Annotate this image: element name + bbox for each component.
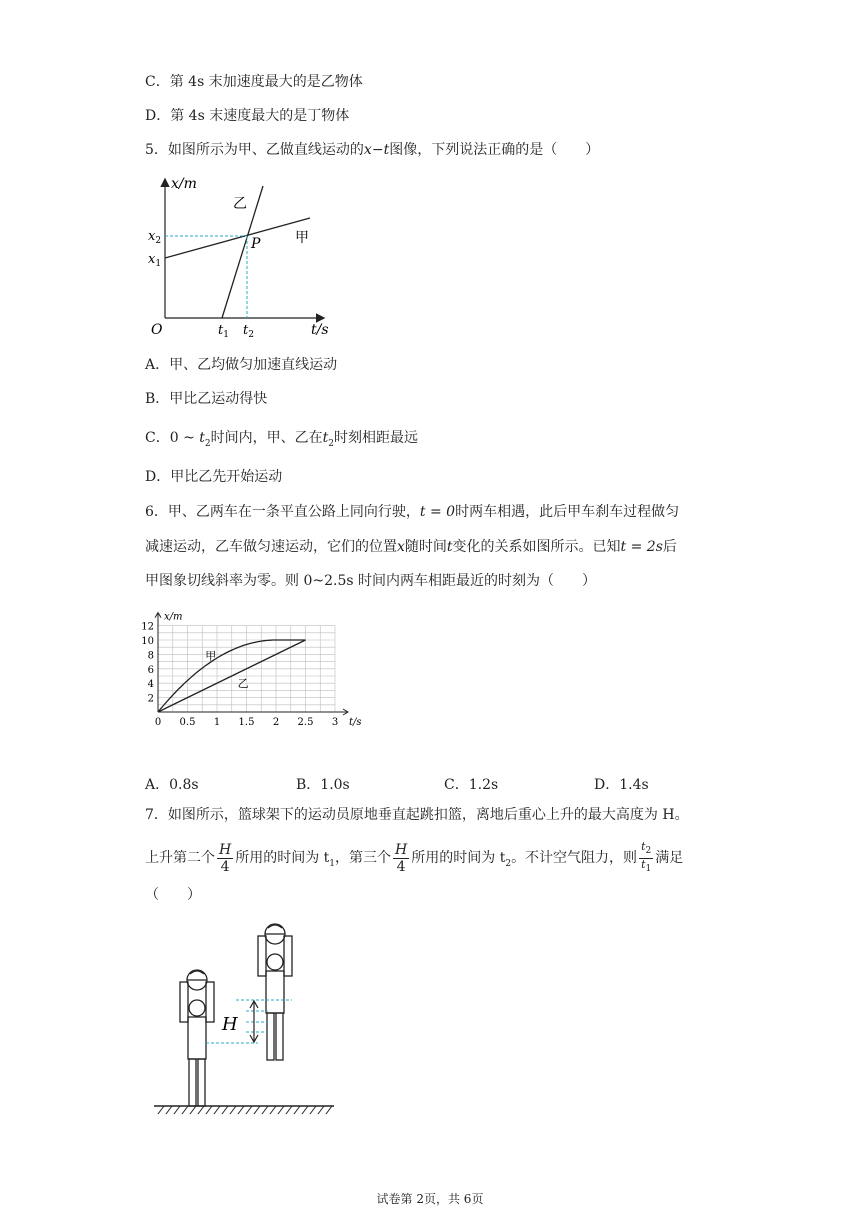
- q5-option-b: B．甲比乙运动得快: [145, 391, 268, 407]
- q5-y-label: x/m: [171, 176, 197, 192]
- q7-l2-f: 满足: [655, 850, 684, 866]
- q5-origin: O: [151, 322, 163, 338]
- x-tick-label: 1.5: [238, 717, 255, 728]
- q5-xt-graph: [145, 172, 335, 342]
- q7-ratio: [639, 841, 653, 874]
- y-tick-label: 10: [141, 636, 154, 647]
- q5-t1-label: [218, 323, 229, 340]
- q6-l2-b: 随时间: [404, 539, 447, 555]
- q5-stem-t: t: [383, 142, 390, 158]
- q7-l2-b: 所用的时间为 t: [235, 850, 330, 866]
- q6-stem-line3: 甲图象切线斜率为零。则 0~2.5s 时间内两车相距最近的时刻为（ ）: [145, 573, 596, 589]
- q7-l2-sub2: 2: [505, 858, 512, 869]
- q5-stem: [145, 141, 599, 159]
- q6-l1-b: 时两车相遇，此后甲车刹车过程做匀: [455, 504, 680, 520]
- q5-stem-text: 5．如图所示为甲、乙做直线运动的: [145, 142, 364, 158]
- q5-option-c: [145, 429, 418, 453]
- q7-frac-num-a: H: [219, 841, 232, 858]
- q5-t2-label: [243, 323, 254, 340]
- q7-ratio-num: [639, 841, 653, 858]
- q5-label-yi: 乙: [233, 196, 247, 212]
- q6-l2-d: 后: [662, 539, 677, 555]
- q6-option-b: B．1.0s: [296, 777, 350, 793]
- q5-stem-x: x: [363, 142, 372, 158]
- q7-frac-den-a: 4: [220, 858, 230, 875]
- q5-t1-sub: 1: [223, 330, 229, 340]
- q5-stem-dash: −: [371, 142, 384, 158]
- q5-x2-label: [148, 229, 161, 246]
- x-tick-label: 1: [213, 717, 221, 728]
- q6-l2-t: t: [446, 539, 453, 555]
- q5-x2-sub: 2: [155, 236, 162, 246]
- q6-l2-c: 变化的关系如图所示。已知: [452, 539, 621, 555]
- y-tick-label: 12: [141, 621, 154, 633]
- y-axis-label: x/m: [164, 611, 183, 623]
- q5-t2-sub: 2: [248, 330, 254, 340]
- q5-option-a: A．甲、乙均做匀加速直线运动: [145, 357, 338, 373]
- q5-x-label: t/s: [311, 322, 329, 338]
- y-tick-label: 4: [147, 679, 154, 691]
- q6-stem-line1: [145, 503, 679, 521]
- q4-option-c: C．第 4s 末加速度最大的是乙物体: [145, 74, 363, 90]
- page-footer: 试卷第 2页，共 6页: [376, 1192, 484, 1206]
- q5-opt-c-post: 时刻相距最远: [334, 430, 419, 446]
- q7-frac-h4-a: [217, 842, 233, 875]
- q7-l2-sub1: 1: [329, 858, 336, 869]
- q7-ratio-den-t: t: [641, 857, 646, 871]
- q6-option-c: C．1.2s: [444, 777, 499, 793]
- q6-l1-a: 6．甲、乙两车在一条平直公路上同向行驶，: [145, 504, 420, 520]
- q6-stem-line2: [145, 538, 677, 556]
- series-yi-label: 乙: [237, 676, 249, 690]
- x-tick-label: 3: [331, 717, 339, 728]
- q7-ratio-den-sub: 1: [645, 863, 652, 874]
- q7-stem-line1: 7．如图所示，篮球架下的运动员原地垂直起跳扣篮，离地后重心上升的最大高度为 H。: [145, 807, 689, 823]
- q7-stem-line2: [145, 838, 683, 884]
- q7-frac-num-b: H: [395, 841, 408, 858]
- q7-l2-c: ，第三个: [335, 850, 392, 866]
- q7-l2-e: 。不计空气阻力，则: [511, 850, 638, 866]
- q5-opt-c-pre: C．: [145, 430, 170, 446]
- q5-opt-c-t2: t: [322, 430, 329, 446]
- q7-frac-den-b: 4: [396, 858, 406, 875]
- q5-opt-c-sub2: 2: [328, 438, 335, 449]
- q5-stem-tail: 图像，下列说法正确的是（ ）: [389, 142, 600, 158]
- x-axis-label: t/s: [349, 717, 362, 728]
- y-tick-label: 2: [147, 693, 154, 705]
- q7-jumper-figure: [150, 920, 340, 1120]
- q5-opt-c-mid: 时间内，甲、乙在: [210, 430, 323, 446]
- x-tick-label: 0: [154, 717, 162, 728]
- q7-l2-d: 所用的时间为 t: [411, 850, 506, 866]
- q6-l2-eq: t = 2s: [620, 539, 663, 555]
- q6-l1-eq: t = 0: [419, 504, 456, 520]
- q5-opt-c-t: t: [199, 430, 205, 446]
- q5-x1-label: [148, 252, 161, 269]
- q6-l2-x: x: [397, 539, 405, 555]
- q7-l2-a: 上升第二个: [145, 850, 215, 866]
- x-tick-label: 2: [272, 717, 280, 728]
- y-tick-label: 6: [147, 664, 154, 676]
- q5-x1: x: [148, 252, 156, 267]
- q5-x1-sub: 1: [155, 259, 162, 269]
- q5-opt-c-range: 0 ~: [169, 430, 200, 446]
- q7-player-standing: [180, 970, 214, 1106]
- q7-player-jumping: [258, 924, 292, 1060]
- q7-height-label: H: [222, 1014, 238, 1035]
- y-tick-label: 8: [147, 650, 154, 662]
- q7-ratio-num-t: t: [641, 840, 646, 854]
- q4-option-d: D．第 4s 末速度最大的是丁物体: [145, 108, 350, 124]
- q5-x2: x: [148, 229, 156, 244]
- x-tick-label: 2.5: [297, 717, 314, 728]
- q6-xt-chart: [130, 602, 370, 727]
- q6-option-a: A．0.8s: [145, 777, 199, 793]
- q7-ratio-num-sub: 2: [645, 846, 652, 857]
- q7-ratio-den: [639, 859, 653, 875]
- q5-t1: t: [218, 323, 224, 338]
- q7-stem-line3: （ ）: [145, 887, 201, 903]
- q5-point-p: P: [251, 236, 261, 252]
- series-jia-label: 甲: [205, 649, 217, 663]
- q5-t2: t: [243, 323, 249, 338]
- q6-l2-a: 减速运动，乙车做匀速运动，它们的位置: [145, 539, 397, 555]
- q7-frac-h4-b: [393, 842, 409, 875]
- q5-line-jia: [165, 218, 310, 258]
- q7-ground-hatch: [158, 1106, 332, 1114]
- q5-label-jia: 甲: [295, 230, 309, 246]
- x-tick-label: 0.5: [179, 717, 196, 728]
- q6-option-d: D．1.4s: [594, 777, 649, 793]
- q7-height-guides: [206, 1000, 292, 1043]
- q5-option-d: D．甲比乙先开始运动: [145, 469, 283, 485]
- q5-opt-c-sub: 2: [204, 438, 211, 449]
